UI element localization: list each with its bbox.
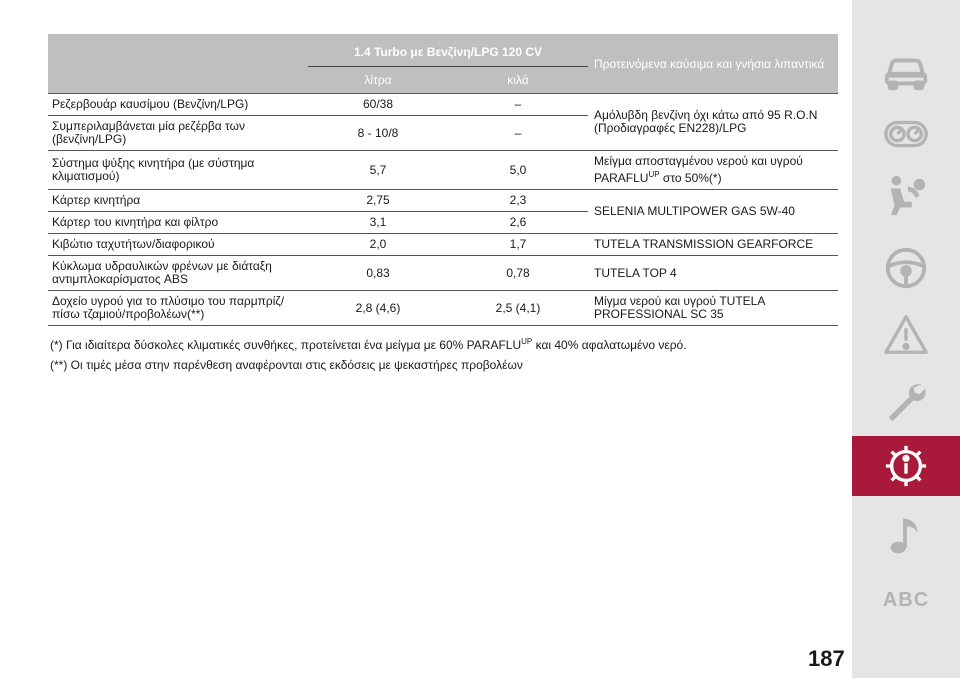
car-icon xyxy=(883,47,929,93)
row-litres: 0,83 xyxy=(308,256,448,291)
sidebar-item-maintenance[interactable] xyxy=(852,372,960,432)
dashboard-gauges-icon xyxy=(883,111,929,157)
sidebar-item-technical-data[interactable] xyxy=(852,436,960,496)
row-item: Σύστημα ψύξης κινητήρα (με σύστημα κλιματισμού) xyxy=(48,151,308,190)
header-blank-cell xyxy=(48,34,308,94)
rec-text-b: στο 50%(*) xyxy=(659,171,722,185)
row-litres: 3,1 xyxy=(308,212,448,234)
sidebar-item-index[interactable] xyxy=(852,570,960,630)
row-kg: 2,3 xyxy=(448,190,588,212)
recommended-header: Προτεινόμενα καύσιμα και γνήσια λιπαντικά xyxy=(588,34,838,94)
table-row xyxy=(48,94,838,116)
row-item: Κάρτερ κινητήρα xyxy=(48,190,308,212)
row-kg: 1,7 xyxy=(448,234,588,256)
row-recommended: TUTELA TOP 4 xyxy=(588,256,838,291)
page-number: 187 xyxy=(808,646,845,671)
abc-index-label: ABC xyxy=(882,588,930,611)
row-kg: 2,6 xyxy=(448,212,588,234)
row-item: Κιβώτιο ταχυτήτων/διαφορικού xyxy=(48,234,308,256)
sidebar-item-driving[interactable] xyxy=(852,238,960,298)
row-recommended: TUTELA TRANSMISSION GEARFORCE xyxy=(588,234,838,256)
rec-text-a: Μείγμα αποσταγμένου νερού και υγρού PARAFLU xyxy=(594,154,803,185)
row-kg: 5,0 xyxy=(448,151,588,190)
footnotes xyxy=(48,332,838,375)
chapter-sidebar xyxy=(852,0,960,678)
footnote-1-text-a: (*) Για ιδιαίτερα δύσκολες κλιματικές συνθήκες, προτείνεται ένα μείγμα με 60% PARAFLU xyxy=(50,338,522,352)
row-item: Δοχείο υγρού για το πλύσιμο του παρμπρίζ/πίσω τζαμιού/προβολέων(**) xyxy=(48,291,308,326)
footnote-2: (**) Οι τιμές μέσα στην παρένθεση αναφέρονται στις εκδόσεις με ψεκαστήρες προβολέων xyxy=(50,358,523,372)
table-header-row xyxy=(48,34,838,67)
row-kg: – xyxy=(448,94,588,116)
table-row xyxy=(48,291,838,326)
row-item: Κάρτερ του κινητήρα και φίλτρο xyxy=(48,212,308,234)
engine-header xyxy=(308,34,588,67)
row-kg: 0,78 xyxy=(448,256,588,291)
row-item: Κύκλωμα υδραυλικών φρένων με διάταξη αντιμπλοκαρίσματος ABS xyxy=(48,256,308,291)
sidebar-item-car[interactable] xyxy=(852,40,960,100)
row-litres: 60/38 xyxy=(308,94,448,116)
row-kg: 2,5 (4,1) xyxy=(448,291,588,326)
row-item: Συμπεριλαμβάνεται μία ρεζέρβα των (βενζίνη/LPG) xyxy=(48,116,308,151)
table-row xyxy=(48,151,838,190)
sidebar-item-emergency[interactable] xyxy=(852,305,960,365)
unit-litres: λίτρα xyxy=(308,67,448,94)
engine-header-label: 1.4 Turbo με Βενζίνη/LPG 120 CV xyxy=(308,34,588,67)
row-item: Ρεζερβουάρ καυσίμου (Βενζίνη/LPG) xyxy=(48,94,308,116)
table-row xyxy=(48,190,838,212)
unit-kg: κιλά xyxy=(448,67,588,94)
sidebar-item-multimedia[interactable] xyxy=(852,506,960,566)
rec-sup: UP xyxy=(648,170,660,179)
row-litres: 2,0 xyxy=(308,234,448,256)
footnote-1-sup: UP xyxy=(521,337,533,346)
footnote-1 xyxy=(50,332,838,355)
row-recommended: Μίγμα νερού και υγρού TUTELA PROFESSIONAL SC 35 xyxy=(588,291,838,326)
warning-triangle-icon xyxy=(883,312,929,358)
row-recommended: SELENIA MULTIPOWER GAS 5W-40 xyxy=(588,190,838,234)
row-litres: 2,75 xyxy=(308,190,448,212)
footnote-1-text-b: και 40% αφαλατωμένο νερό. xyxy=(532,338,687,352)
table-row xyxy=(48,234,838,256)
technical-data-gear-icon xyxy=(883,443,929,489)
row-kg: – xyxy=(448,116,588,151)
sidebar-item-dashboard[interactable] xyxy=(852,104,960,164)
sidebar-item-safety[interactable] xyxy=(852,166,960,226)
technical-data-content xyxy=(48,34,838,375)
music-note-icon xyxy=(883,513,929,559)
row-litres: 8 - 10/8 xyxy=(308,116,448,151)
capacities-table xyxy=(48,34,838,326)
row-recommended xyxy=(588,151,838,190)
steering-wheel-icon xyxy=(883,245,929,291)
row-recommended: Αμόλυβδη βενζίνη όχι κάτω από 95 R.O.N (Προδιαγραφές EN228)/LPG xyxy=(588,94,838,151)
row-litres: 5,7 xyxy=(308,151,448,190)
row-litres: 2,8 (4,6) xyxy=(308,291,448,326)
seatbelt-airbag-icon xyxy=(883,173,929,219)
wrench-icon xyxy=(883,379,929,425)
table-row xyxy=(48,256,838,291)
